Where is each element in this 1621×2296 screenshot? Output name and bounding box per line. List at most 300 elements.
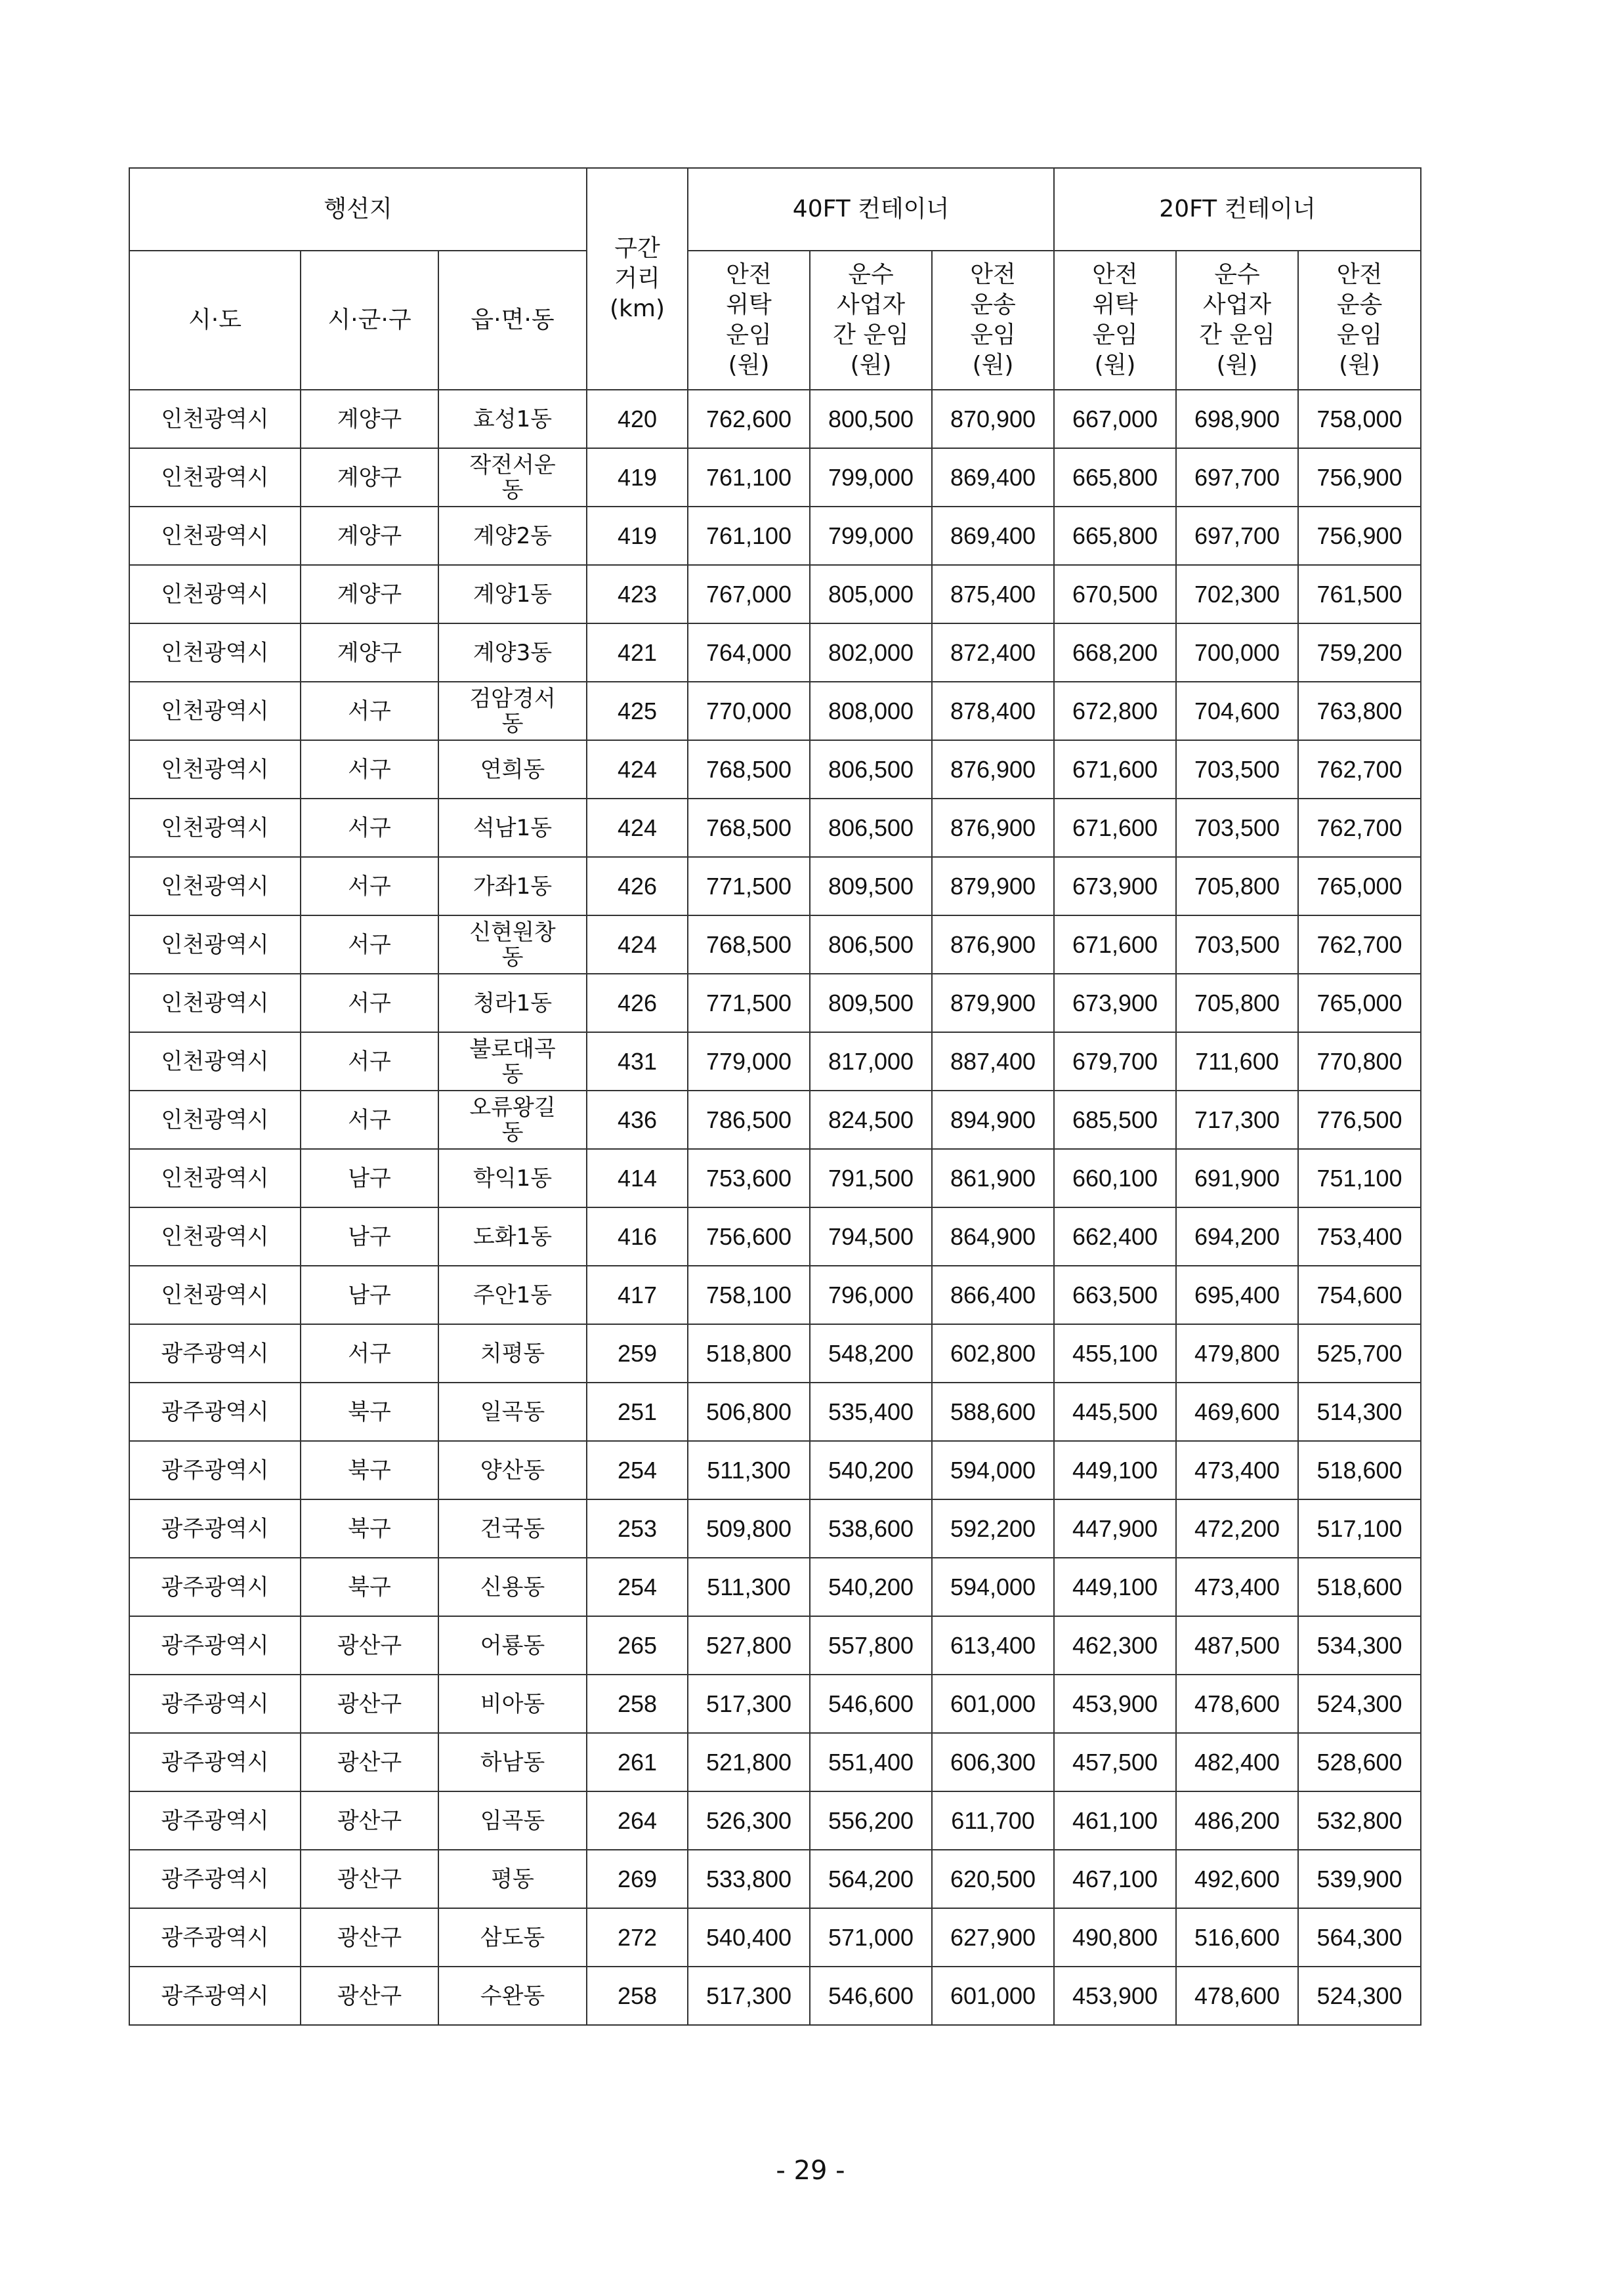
table-row <box>129 974 1421 1032</box>
cell-40ft-safe-transport-fare: 879,900 <box>932 974 1054 1032</box>
cell-40ft-safe-transport-fare: 588,600 <box>932 1383 1054 1441</box>
cell-20ft-safe-transport-fare: 518,600 <box>1298 1558 1421 1616</box>
cell-sigungu: 남구 <box>301 1149 438 1207</box>
cell-sigungu: 광산구 <box>301 1850 438 1908</box>
cell-sido: 인천광역시 <box>129 623 301 682</box>
cell-sigungu: 북구 <box>301 1383 438 1441</box>
table-row <box>129 740 1421 799</box>
cell-40ft-safe-transport-fare: 887,400 <box>932 1032 1054 1091</box>
cell-eupmyeondong: 계양1동 <box>438 565 587 623</box>
cell-40ft-safe-consign-fare: 761,100 <box>688 448 810 507</box>
cell-40ft-safe-transport-fare: 627,900 <box>932 1908 1054 1967</box>
cell-40ft-carrier-fare: 799,000 <box>810 448 932 507</box>
cell-40ft-safe-transport-fare: 594,000 <box>932 1558 1054 1616</box>
cell-20ft-carrier-fare: 492,600 <box>1176 1850 1298 1908</box>
table-row <box>129 1149 1421 1207</box>
cell-20ft-carrier-fare: 704,600 <box>1176 682 1298 740</box>
cell-sigungu: 계양구 <box>301 565 438 623</box>
cell-eupmyeondong: 주안1동 <box>438 1266 587 1324</box>
cell-sido: 인천광역시 <box>129 390 301 448</box>
cell-distance: 269 <box>587 1850 688 1908</box>
table-row <box>129 448 1421 507</box>
table-row <box>129 1499 1421 1558</box>
cell-eupmyeondong: 수완동 <box>438 1967 587 2025</box>
table-row <box>129 1324 1421 1383</box>
table-row <box>129 1616 1421 1675</box>
cell-distance: 258 <box>587 1967 688 2025</box>
cell-20ft-safe-consign-fare: 457,500 <box>1054 1733 1176 1791</box>
cell-sido: 광주광역시 <box>129 1383 301 1441</box>
cell-40ft-safe-consign-fare: 753,600 <box>688 1149 810 1207</box>
cell-20ft-carrier-fare: 711,600 <box>1176 1032 1298 1091</box>
cell-40ft-carrier-fare: 564,200 <box>810 1850 932 1908</box>
cell-sigungu: 서구 <box>301 1032 438 1091</box>
cell-40ft-safe-consign-fare: 768,500 <box>688 915 810 974</box>
cell-sigungu: 광산구 <box>301 1967 438 2025</box>
cell-20ft-safe-consign-fare: 449,100 <box>1054 1441 1176 1499</box>
cell-sido: 광주광역시 <box>129 1967 301 2025</box>
cell-20ft-safe-transport-fare: 754,600 <box>1298 1266 1421 1324</box>
cell-distance: 254 <box>587 1558 688 1616</box>
cell-20ft-safe-transport-fare: 751,100 <box>1298 1149 1421 1207</box>
cell-40ft-safe-consign-fare: 786,500 <box>688 1091 810 1149</box>
cell-20ft-carrier-fare: 705,800 <box>1176 857 1298 915</box>
cell-sigungu: 계양구 <box>301 390 438 448</box>
cell-sigungu: 북구 <box>301 1499 438 1558</box>
cell-20ft-safe-consign-fare: 671,600 <box>1054 740 1176 799</box>
table-row <box>129 1091 1421 1149</box>
cell-sigungu: 계양구 <box>301 507 438 565</box>
cell-distance: 424 <box>587 740 688 799</box>
cell-distance: 419 <box>587 448 688 507</box>
cell-40ft-safe-consign-fare: 533,800 <box>688 1850 810 1908</box>
cell-sido: 인천광역시 <box>129 799 301 857</box>
cell-20ft-safe-consign-fare: 671,600 <box>1054 915 1176 974</box>
cell-40ft-carrier-fare: 817,000 <box>810 1032 932 1091</box>
cell-20ft-carrier-fare: 691,900 <box>1176 1149 1298 1207</box>
cell-40ft-safe-transport-fare: 620,500 <box>932 1850 1054 1908</box>
cell-distance: 424 <box>587 915 688 974</box>
cell-40ft-carrier-fare: 799,000 <box>810 507 932 565</box>
cell-40ft-carrier-fare: 809,500 <box>810 974 932 1032</box>
cell-20ft-carrier-fare: 479,800 <box>1176 1324 1298 1383</box>
table-row <box>129 1675 1421 1733</box>
table-row <box>129 1266 1421 1324</box>
cell-40ft-carrier-fare: 802,000 <box>810 623 932 682</box>
cell-eupmyeondong: 임곡동 <box>438 1791 587 1850</box>
cell-eupmyeondong: 치평동 <box>438 1324 587 1383</box>
cell-20ft-safe-transport-fare: 762,700 <box>1298 740 1421 799</box>
cell-distance: 251 <box>587 1383 688 1441</box>
cell-sido: 인천광역시 <box>129 915 301 974</box>
cell-40ft-safe-consign-fare: 768,500 <box>688 740 810 799</box>
cell-40ft-safe-consign-fare: 756,600 <box>688 1207 810 1266</box>
cell-40ft-safe-consign-fare: 517,300 <box>688 1675 810 1733</box>
cell-20ft-carrier-fare: 694,200 <box>1176 1207 1298 1266</box>
cell-40ft-safe-transport-fare: 606,300 <box>932 1733 1054 1791</box>
table-row <box>129 565 1421 623</box>
cell-20ft-carrier-fare: 697,700 <box>1176 448 1298 507</box>
cell-distance: 253 <box>587 1499 688 1558</box>
cell-sido: 인천광역시 <box>129 507 301 565</box>
cell-eupmyeondong: 작전서운 동 <box>438 448 587 507</box>
cell-20ft-safe-consign-fare: 461,100 <box>1054 1791 1176 1850</box>
cell-20ft-carrier-fare: 703,500 <box>1176 915 1298 974</box>
cell-40ft-safe-consign-fare: 771,500 <box>688 974 810 1032</box>
cell-sigungu: 계양구 <box>301 448 438 507</box>
cell-40ft-safe-consign-fare: 768,500 <box>688 799 810 857</box>
cell-eupmyeondong: 어룡동 <box>438 1616 587 1675</box>
table-row <box>129 623 1421 682</box>
cell-20ft-safe-transport-fare: 762,700 <box>1298 799 1421 857</box>
cell-20ft-carrier-fare: 469,600 <box>1176 1383 1298 1441</box>
cell-distance: 425 <box>587 682 688 740</box>
table-body <box>129 390 1421 2025</box>
cell-20ft-safe-consign-fare: 467,100 <box>1054 1850 1176 1908</box>
cell-distance: 431 <box>587 1032 688 1091</box>
cell-40ft-carrier-fare: 794,500 <box>810 1207 932 1266</box>
cell-distance: 421 <box>587 623 688 682</box>
cell-40ft-safe-consign-fare: 762,600 <box>688 390 810 448</box>
cell-20ft-safe-consign-fare: 453,900 <box>1054 1967 1176 2025</box>
cell-sido: 인천광역시 <box>129 1207 301 1266</box>
cell-eupmyeondong: 청라1동 <box>438 974 587 1032</box>
cell-20ft-safe-consign-fare: 667,000 <box>1054 390 1176 448</box>
cell-40ft-safe-transport-fare: 879,900 <box>932 857 1054 915</box>
cell-40ft-carrier-fare: 546,600 <box>810 1675 932 1733</box>
cell-20ft-safe-transport-fare: 759,200 <box>1298 623 1421 682</box>
cell-sido: 광주광역시 <box>129 1499 301 1558</box>
cell-20ft-carrier-fare: 717,300 <box>1176 1091 1298 1149</box>
cell-sido: 인천광역시 <box>129 1091 301 1149</box>
cell-distance: 416 <box>587 1207 688 1266</box>
cell-sigungu: 남구 <box>301 1207 438 1266</box>
cell-20ft-carrier-fare: 703,500 <box>1176 740 1298 799</box>
cell-20ft-safe-transport-fare: 564,300 <box>1298 1908 1421 1967</box>
cell-20ft-safe-consign-fare: 679,700 <box>1054 1032 1176 1091</box>
table-row <box>129 799 1421 857</box>
cell-eupmyeondong: 학익1동 <box>438 1149 587 1207</box>
fare-table <box>129 167 1421 2026</box>
cell-20ft-safe-transport-fare: 518,600 <box>1298 1441 1421 1499</box>
cell-20ft-carrier-fare: 486,200 <box>1176 1791 1298 1850</box>
cell-distance: 420 <box>587 390 688 448</box>
cell-sido: 인천광역시 <box>129 565 301 623</box>
cell-40ft-safe-consign-fare: 506,800 <box>688 1383 810 1441</box>
cell-eupmyeondong: 효성1동 <box>438 390 587 448</box>
cell-distance: 426 <box>587 857 688 915</box>
cell-20ft-safe-transport-fare: 525,700 <box>1298 1324 1421 1383</box>
cell-distance: 417 <box>587 1266 688 1324</box>
cell-20ft-carrier-fare: 695,400 <box>1176 1266 1298 1324</box>
cell-40ft-safe-transport-fare: 601,000 <box>932 1675 1054 1733</box>
cell-40ft-carrier-fare: 538,600 <box>810 1499 932 1558</box>
cell-20ft-carrier-fare: 487,500 <box>1176 1616 1298 1675</box>
cell-sido: 광주광역시 <box>129 1791 301 1850</box>
cell-20ft-carrier-fare: 516,600 <box>1176 1908 1298 1967</box>
cell-sigungu: 서구 <box>301 1091 438 1149</box>
cell-eupmyeondong: 연희동 <box>438 740 587 799</box>
cell-distance: 264 <box>587 1791 688 1850</box>
cell-20ft-carrier-fare: 473,400 <box>1176 1558 1298 1616</box>
page-number: - 29 - <box>776 2156 845 2186</box>
cell-40ft-safe-consign-fare: 509,800 <box>688 1499 810 1558</box>
header-40ft-container: 40FT 컨테이너 <box>688 168 1054 251</box>
table-row <box>129 857 1421 915</box>
cell-20ft-safe-transport-fare: 765,000 <box>1298 974 1421 1032</box>
cell-20ft-safe-consign-fare: 490,800 <box>1054 1908 1176 1967</box>
cell-40ft-safe-transport-fare: 875,400 <box>932 565 1054 623</box>
cell-20ft-carrier-fare: 697,700 <box>1176 507 1298 565</box>
cell-sido: 광주광역시 <box>129 1733 301 1791</box>
cell-20ft-safe-transport-fare: 762,700 <box>1298 915 1421 974</box>
cell-sido: 인천광역시 <box>129 857 301 915</box>
cell-20ft-carrier-fare: 478,600 <box>1176 1967 1298 2025</box>
cell-eupmyeondong: 검암경서 동 <box>438 682 587 740</box>
table-row <box>129 1908 1421 1967</box>
cell-40ft-safe-transport-fare: 861,900 <box>932 1149 1054 1207</box>
cell-20ft-carrier-fare: 473,400 <box>1176 1441 1298 1499</box>
cell-20ft-safe-transport-fare: 532,800 <box>1298 1791 1421 1850</box>
cell-40ft-safe-consign-fare: 511,300 <box>688 1441 810 1499</box>
cell-sido: 광주광역시 <box>129 1324 301 1383</box>
cell-20ft-safe-consign-fare: 662,400 <box>1054 1207 1176 1266</box>
table-row <box>129 390 1421 448</box>
cell-distance: 436 <box>587 1091 688 1149</box>
cell-20ft-carrier-fare: 478,600 <box>1176 1675 1298 1733</box>
cell-eupmyeondong: 계양3동 <box>438 623 587 682</box>
cell-20ft-carrier-fare: 703,500 <box>1176 799 1298 857</box>
cell-40ft-safe-transport-fare: 869,400 <box>932 507 1054 565</box>
cell-distance: 419 <box>587 507 688 565</box>
cell-40ft-safe-transport-fare: 869,400 <box>932 448 1054 507</box>
header-20ft-safe-consign-fare: 안전 위탁 운임 (원) <box>1054 251 1176 390</box>
cell-20ft-safe-consign-fare: 672,800 <box>1054 682 1176 740</box>
cell-40ft-carrier-fare: 824,500 <box>810 1091 932 1149</box>
cell-20ft-safe-transport-fare: 776,500 <box>1298 1091 1421 1149</box>
cell-40ft-safe-consign-fare: 511,300 <box>688 1558 810 1616</box>
cell-sido: 인천광역시 <box>129 974 301 1032</box>
cell-40ft-carrier-fare: 805,000 <box>810 565 932 623</box>
cell-distance: 258 <box>587 1675 688 1733</box>
cell-20ft-safe-consign-fare: 673,900 <box>1054 857 1176 915</box>
table-row <box>129 1558 1421 1616</box>
header-40ft-safe-consign-fare: 안전 위탁 운임 (원) <box>688 251 810 390</box>
cell-distance: 261 <box>587 1733 688 1791</box>
cell-40ft-safe-transport-fare: 594,000 <box>932 1441 1054 1499</box>
cell-40ft-safe-transport-fare: 878,400 <box>932 682 1054 740</box>
cell-40ft-carrier-fare: 546,600 <box>810 1967 932 2025</box>
cell-40ft-carrier-fare: 571,000 <box>810 1908 932 1967</box>
header-20ft-safe-transport-fare: 안전 운송 운임 (원) <box>1298 251 1421 390</box>
table-row <box>129 1733 1421 1791</box>
cell-eupmyeondong: 계양2동 <box>438 507 587 565</box>
header-sido: 시·도 <box>129 251 301 390</box>
cell-eupmyeondong: 도화1동 <box>438 1207 587 1266</box>
cell-20ft-safe-transport-fare: 758,000 <box>1298 390 1421 448</box>
cell-40ft-safe-consign-fare: 771,500 <box>688 857 810 915</box>
cell-distance: 259 <box>587 1324 688 1383</box>
cell-20ft-safe-consign-fare: 685,500 <box>1054 1091 1176 1149</box>
header-sigungu: 시·군·구 <box>301 251 438 390</box>
cell-eupmyeondong: 신현원창 동 <box>438 915 587 974</box>
cell-sido: 광주광역시 <box>129 1675 301 1733</box>
cell-40ft-safe-consign-fare: 779,000 <box>688 1032 810 1091</box>
cell-40ft-carrier-fare: 791,500 <box>810 1149 932 1207</box>
cell-sido: 광주광역시 <box>129 1616 301 1675</box>
cell-sido: 광주광역시 <box>129 1558 301 1616</box>
cell-20ft-safe-transport-fare: 770,800 <box>1298 1032 1421 1091</box>
cell-20ft-safe-transport-fare: 765,000 <box>1298 857 1421 915</box>
cell-eupmyeondong: 양산동 <box>438 1441 587 1499</box>
cell-20ft-safe-consign-fare: 660,100 <box>1054 1149 1176 1207</box>
cell-40ft-safe-transport-fare: 611,700 <box>932 1791 1054 1850</box>
cell-20ft-carrier-fare: 482,400 <box>1176 1733 1298 1791</box>
cell-sido: 인천광역시 <box>129 740 301 799</box>
cell-eupmyeondong: 일곡동 <box>438 1383 587 1441</box>
cell-distance: 426 <box>587 974 688 1032</box>
cell-20ft-safe-consign-fare: 455,100 <box>1054 1324 1176 1383</box>
cell-20ft-safe-transport-fare: 517,100 <box>1298 1499 1421 1558</box>
table-row <box>129 507 1421 565</box>
cell-20ft-safe-transport-fare: 756,900 <box>1298 507 1421 565</box>
table-row <box>129 1967 1421 2025</box>
cell-sigungu: 서구 <box>301 974 438 1032</box>
cell-40ft-safe-transport-fare: 602,800 <box>932 1324 1054 1383</box>
cell-sigungu: 북구 <box>301 1558 438 1616</box>
cell-40ft-carrier-fare: 556,200 <box>810 1791 932 1850</box>
cell-40ft-safe-transport-fare: 876,900 <box>932 915 1054 974</box>
cell-sigungu: 북구 <box>301 1441 438 1499</box>
cell-eupmyeondong: 건국동 <box>438 1499 587 1558</box>
header-distance: 구간 거리 (km) <box>587 168 688 390</box>
table-row <box>129 1207 1421 1266</box>
cell-40ft-safe-consign-fare: 540,400 <box>688 1908 810 1967</box>
cell-sigungu: 광산구 <box>301 1908 438 1967</box>
cell-40ft-carrier-fare: 808,000 <box>810 682 932 740</box>
cell-40ft-safe-transport-fare: 592,200 <box>932 1499 1054 1558</box>
cell-40ft-safe-transport-fare: 864,900 <box>932 1207 1054 1266</box>
cell-eupmyeondong: 평동 <box>438 1850 587 1908</box>
cell-eupmyeondong: 신용동 <box>438 1558 587 1616</box>
table-row <box>129 682 1421 740</box>
header-20ft-container: 20FT 컨테이너 <box>1054 168 1421 251</box>
cell-20ft-safe-consign-fare: 445,500 <box>1054 1383 1176 1441</box>
cell-40ft-safe-consign-fare: 770,000 <box>688 682 810 740</box>
cell-20ft-safe-consign-fare: 447,900 <box>1054 1499 1176 1558</box>
cell-40ft-safe-transport-fare: 876,900 <box>932 799 1054 857</box>
cell-sido: 인천광역시 <box>129 448 301 507</box>
table-row <box>129 1441 1421 1499</box>
cell-sigungu: 광산구 <box>301 1791 438 1850</box>
cell-40ft-safe-consign-fare: 517,300 <box>688 1967 810 2025</box>
header-eupmyeondong: 읍·면·동 <box>438 251 587 390</box>
cell-eupmyeondong: 가좌1동 <box>438 857 587 915</box>
cell-20ft-carrier-fare: 705,800 <box>1176 974 1298 1032</box>
cell-20ft-safe-transport-fare: 534,300 <box>1298 1616 1421 1675</box>
cell-sido: 광주광역시 <box>129 1908 301 1967</box>
cell-20ft-safe-transport-fare: 524,300 <box>1298 1675 1421 1733</box>
cell-40ft-safe-consign-fare: 518,800 <box>688 1324 810 1383</box>
cell-sido: 인천광역시 <box>129 1149 301 1207</box>
cell-distance: 265 <box>587 1616 688 1675</box>
cell-40ft-carrier-fare: 796,000 <box>810 1266 932 1324</box>
cell-20ft-safe-transport-fare: 514,300 <box>1298 1383 1421 1441</box>
cell-20ft-safe-transport-fare: 528,600 <box>1298 1733 1421 1791</box>
cell-sigungu: 계양구 <box>301 623 438 682</box>
cell-20ft-safe-consign-fare: 665,800 <box>1054 448 1176 507</box>
cell-40ft-safe-transport-fare: 872,400 <box>932 623 1054 682</box>
table-row <box>129 915 1421 974</box>
cell-40ft-carrier-fare: 809,500 <box>810 857 932 915</box>
cell-40ft-carrier-fare: 540,200 <box>810 1558 932 1616</box>
cell-sigungu: 남구 <box>301 1266 438 1324</box>
cell-distance: 414 <box>587 1149 688 1207</box>
cell-eupmyeondong: 하남동 <box>438 1733 587 1791</box>
cell-20ft-safe-consign-fare: 665,800 <box>1054 507 1176 565</box>
cell-20ft-safe-consign-fare: 670,500 <box>1054 565 1176 623</box>
cell-distance: 272 <box>587 1908 688 1967</box>
cell-40ft-carrier-fare: 800,500 <box>810 390 932 448</box>
cell-40ft-safe-consign-fare: 521,800 <box>688 1733 810 1791</box>
cell-40ft-carrier-fare: 557,800 <box>810 1616 932 1675</box>
table-header <box>129 168 1421 390</box>
cell-40ft-safe-transport-fare: 876,900 <box>932 740 1054 799</box>
cell-40ft-carrier-fare: 806,500 <box>810 740 932 799</box>
cell-40ft-safe-transport-fare: 866,400 <box>932 1266 1054 1324</box>
cell-sigungu: 서구 <box>301 740 438 799</box>
cell-sigungu: 서구 <box>301 799 438 857</box>
cell-sigungu: 서구 <box>301 1324 438 1383</box>
cell-40ft-safe-transport-fare: 870,900 <box>932 390 1054 448</box>
cell-eupmyeondong: 오류왕길 동 <box>438 1091 587 1149</box>
cell-sido: 인천광역시 <box>129 1266 301 1324</box>
cell-sido: 광주광역시 <box>129 1850 301 1908</box>
cell-40ft-safe-consign-fare: 767,000 <box>688 565 810 623</box>
cell-eupmyeondong: 비아동 <box>438 1675 587 1733</box>
cell-20ft-carrier-fare: 698,900 <box>1176 390 1298 448</box>
cell-distance: 423 <box>587 565 688 623</box>
cell-sigungu: 서구 <box>301 682 438 740</box>
cell-20ft-safe-transport-fare: 524,300 <box>1298 1967 1421 2025</box>
table-row <box>129 1850 1421 1908</box>
cell-40ft-safe-consign-fare: 526,300 <box>688 1791 810 1850</box>
cell-40ft-carrier-fare: 548,200 <box>810 1324 932 1383</box>
cell-40ft-safe-consign-fare: 758,100 <box>688 1266 810 1324</box>
cell-20ft-safe-transport-fare: 753,400 <box>1298 1207 1421 1266</box>
cell-40ft-safe-transport-fare: 894,900 <box>932 1091 1054 1149</box>
cell-sido: 광주광역시 <box>129 1441 301 1499</box>
table-row <box>129 1791 1421 1850</box>
cell-eupmyeondong: 삼도동 <box>438 1908 587 1967</box>
cell-40ft-safe-consign-fare: 764,000 <box>688 623 810 682</box>
cell-sido: 인천광역시 <box>129 682 301 740</box>
table-row <box>129 1032 1421 1091</box>
header-20ft-carrier-fare: 운수 사업자 간 운임 (원) <box>1176 251 1298 390</box>
cell-40ft-safe-transport-fare: 601,000 <box>932 1967 1054 2025</box>
cell-20ft-safe-transport-fare: 756,900 <box>1298 448 1421 507</box>
cell-40ft-safe-consign-fare: 527,800 <box>688 1616 810 1675</box>
cell-40ft-safe-consign-fare: 761,100 <box>688 507 810 565</box>
header-destination: 행선지 <box>129 168 587 251</box>
cell-20ft-safe-consign-fare: 449,100 <box>1054 1558 1176 1616</box>
header-40ft-safe-transport-fare: 안전 운송 운임 (원) <box>932 251 1054 390</box>
cell-20ft-safe-consign-fare: 663,500 <box>1054 1266 1176 1324</box>
cell-40ft-carrier-fare: 551,400 <box>810 1733 932 1791</box>
cell-sigungu: 서구 <box>301 915 438 974</box>
cell-20ft-safe-consign-fare: 462,300 <box>1054 1616 1176 1675</box>
cell-20ft-safe-transport-fare: 539,900 <box>1298 1850 1421 1908</box>
